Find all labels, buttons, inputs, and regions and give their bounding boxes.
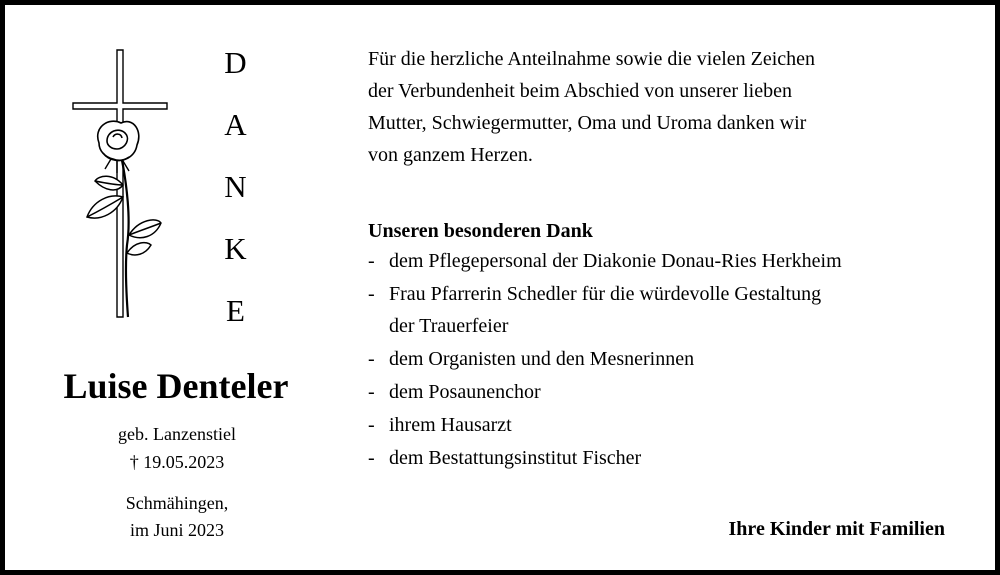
birth-name: geb. Lanzenstiel xyxy=(118,424,236,444)
list-dash: - xyxy=(368,283,375,305)
list-dash: - xyxy=(368,447,375,469)
thanks-item-text xyxy=(389,278,958,342)
thanks-item-text xyxy=(389,343,958,375)
thanks-item xyxy=(368,245,958,277)
thanks-item xyxy=(368,376,958,408)
danke-letter: E xyxy=(226,293,245,328)
list-dash: - xyxy=(368,414,375,436)
thanks-item xyxy=(368,442,958,474)
thanks-item-line: der Trauerfeier xyxy=(389,315,509,337)
list-dash: - xyxy=(368,381,375,403)
thanks-item xyxy=(368,278,958,342)
thanks-item-text xyxy=(389,376,958,408)
thanks-item xyxy=(368,343,958,375)
thanks-item-line: dem Posaunenchor xyxy=(389,381,541,403)
thanks-item-line: Frau Pfarrerin Schedler für die würdevolle Gestaltung xyxy=(389,283,822,305)
danke-letter: D xyxy=(224,45,247,80)
thanks-item-text xyxy=(389,245,958,277)
list-dash: - xyxy=(368,348,375,370)
danke-vertical-heading xyxy=(208,43,263,353)
cross-with-rose-icon xyxy=(65,45,175,325)
intro-line: Mutter, Schwiegermutter, Oma und Uroma danken wir xyxy=(368,112,807,134)
danke-letter: A xyxy=(224,107,247,142)
danke-letter: K xyxy=(224,231,247,266)
danke-letter: N xyxy=(224,169,247,204)
date-line: im Juni 2023 xyxy=(129,520,224,540)
intro-line: Für die herzliche Anteilnahme sowie die vielen Zeichen xyxy=(368,48,816,70)
list-dash: - xyxy=(368,250,375,272)
thanks-list xyxy=(368,245,958,475)
thanks-heading: Unseren besonderen Dank xyxy=(368,220,593,242)
thanks-item-text xyxy=(389,409,958,441)
thanks-item-line: dem Bestattungsinstitut Fischer xyxy=(389,447,642,469)
deceased-name: Luise Denteler xyxy=(63,366,289,406)
intro-line: von ganzem Herzen. xyxy=(368,144,533,166)
thanks-item xyxy=(368,409,958,441)
thanks-item-line: ihrem Hausarzt xyxy=(389,414,512,436)
place: Schmähingen, xyxy=(125,493,229,513)
intro-paragraph xyxy=(368,43,928,171)
death-date: † 19.05.2023 xyxy=(129,452,225,472)
thanks-item-text xyxy=(389,442,958,474)
thanks-item-line: dem Pflegepersonal der Diakonie Donau-Ries Herkheim xyxy=(389,250,842,272)
thanks-item-line: dem Organisten und den Mesnerinnen xyxy=(389,348,695,370)
signature: Ihre Kinder mit Familien xyxy=(728,518,945,540)
intro-line: der Verbundenheit beim Abschied von unserer lieben xyxy=(368,80,792,102)
